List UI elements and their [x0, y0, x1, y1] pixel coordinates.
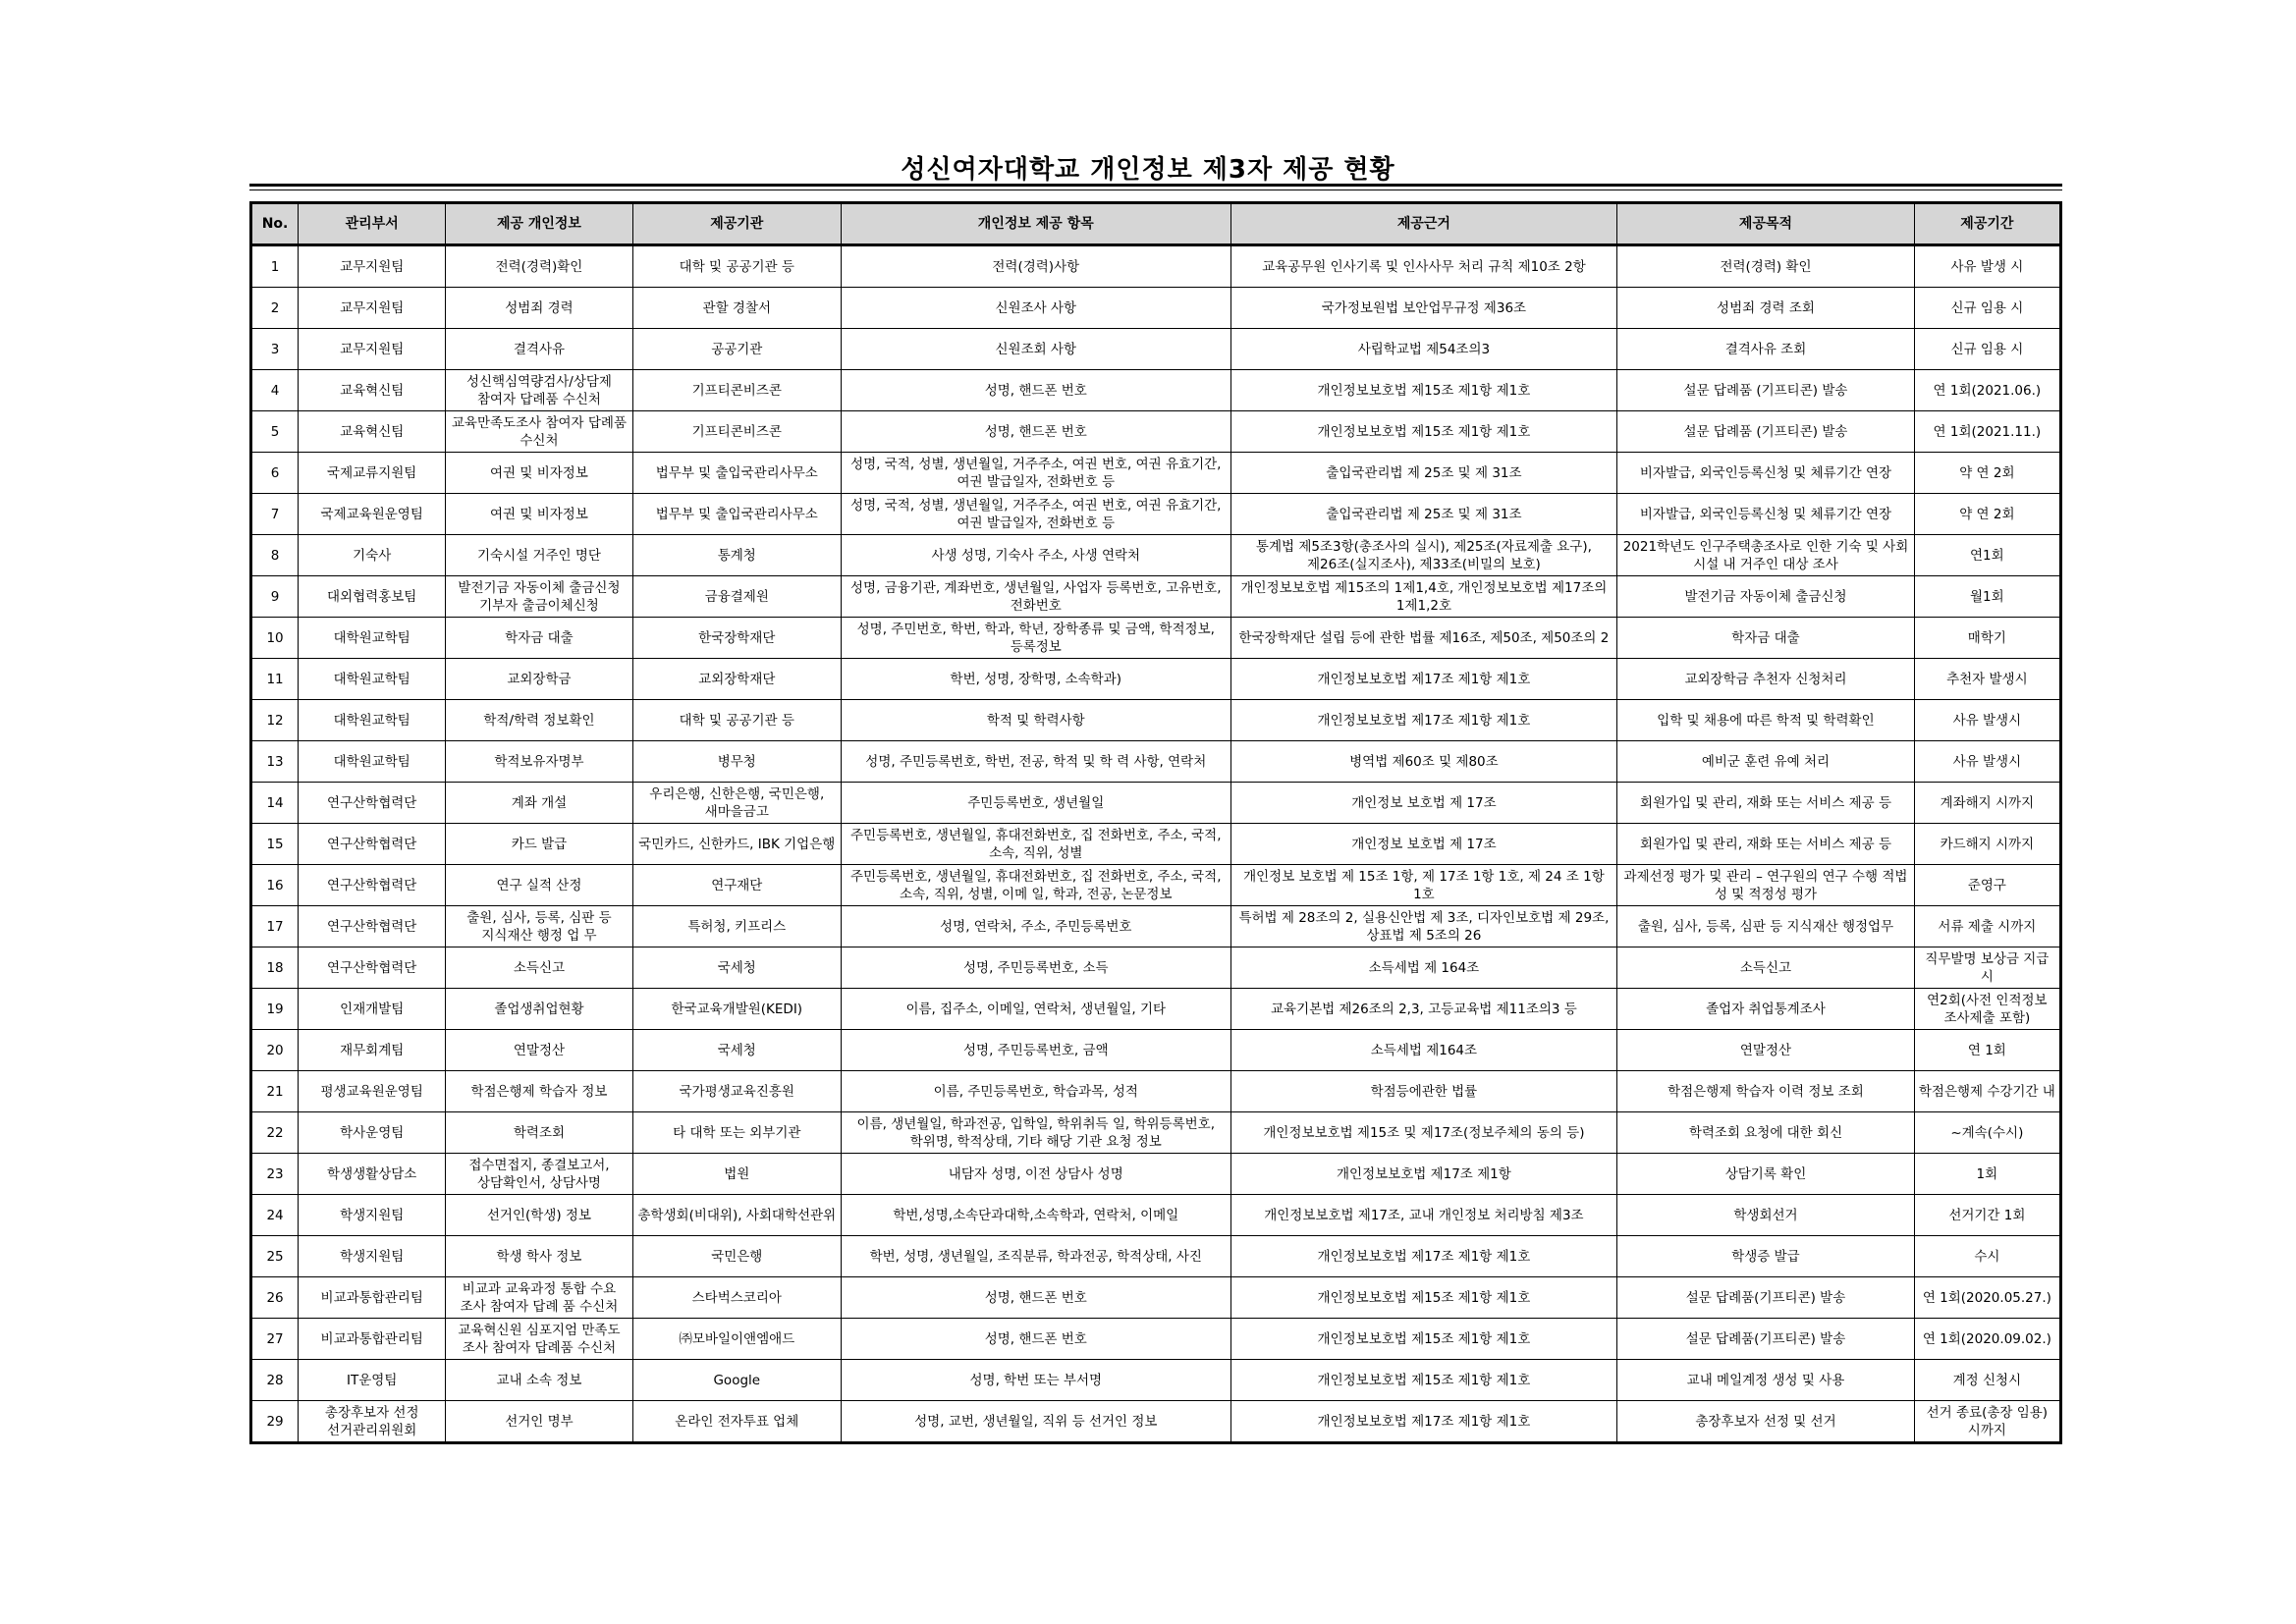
cell-purpose: 학점은행제 학습자 이력 정보 조회 [1617, 1071, 1914, 1112]
cell-items: 성명, 주민등록번호, 학번, 전공, 학적 및 학 력 사항, 연락처 [841, 741, 1230, 783]
cell-legal-basis: 개인정보보호법 제17조 제1항 제1호 [1230, 1236, 1617, 1277]
cell-personal-info: 학적/학력 정보확인 [446, 700, 632, 741]
cell-period: 카드해지 시까지 [1914, 824, 2060, 865]
cell-period: 신규 임용 시 [1914, 329, 2060, 370]
cell-legal-basis: 개인정보보호법 제15조 제1항 제1호 [1230, 1319, 1617, 1360]
cell-recipient: 한국교육개발원(KEDI) [632, 989, 841, 1030]
header-period: 제공기간 [1914, 203, 2060, 245]
cell-items: 성명, 주민등록번호, 금액 [841, 1030, 1230, 1071]
cell-personal-info: 학력조회 [446, 1112, 632, 1154]
table-row [251, 453, 2061, 494]
cell-department: 연구산학협력단 [299, 783, 446, 824]
cell-recipient: 우리은행, 신한은행, 국민은행, 새마을금고 [632, 783, 841, 824]
cell-department: 총장후보자 선정 선거관리위원회 [299, 1401, 446, 1443]
cell-items: 신원조사 사항 [841, 288, 1230, 329]
table-row [251, 659, 2061, 700]
cell-personal-info: 계좌 개설 [446, 783, 632, 824]
cell-period: 사유 발생 시 [1914, 245, 2060, 288]
cell-recipient: 기프티콘비즈콘 [632, 411, 841, 453]
cell-recipient: 스타벅스코리아 [632, 1277, 841, 1319]
table-row [251, 370, 2061, 411]
header-department: 관리부서 [299, 203, 446, 245]
cell-personal-info: 결격사유 [446, 329, 632, 370]
cell-legal-basis: 개인정보 보호법 제 15조 1항, 제 17조 1항 1호, 제 24 조 1항 1호 [1230, 865, 1617, 906]
cell-department: 학생지원팀 [299, 1195, 446, 1236]
cell-no: 1 [251, 245, 299, 288]
cell-legal-basis: 사립학교법 제54조의3 [1230, 329, 1617, 370]
header-no: No. [251, 203, 299, 245]
cell-no: 7 [251, 494, 299, 535]
cell-period: 사유 발생시 [1914, 741, 2060, 783]
cell-legal-basis: 소득세법 제 164조 [1230, 947, 1617, 989]
table-row [251, 535, 2061, 576]
cell-personal-info: 교육만족도조사 참여자 답례품 수신처 [446, 411, 632, 453]
cell-department: 국제교육원운영팀 [299, 494, 446, 535]
cell-department: 재무회계팀 [299, 1030, 446, 1071]
cell-no: 15 [251, 824, 299, 865]
cell-items: 내담자 성명, 이전 상담사 성명 [841, 1154, 1230, 1195]
cell-period: 연2회(사전 인적정보 조사제출 포함) [1914, 989, 2060, 1030]
cell-items: 성명, 핸드폰 번호 [841, 411, 1230, 453]
cell-period: 준영구 [1914, 865, 2060, 906]
cell-legal-basis: 병역법 제60조 및 제80조 [1230, 741, 1617, 783]
cell-items: 이름, 집주소, 이메일, 연락처, 생년월일, 기타 [841, 989, 1230, 1030]
title-rule-thin [249, 189, 2062, 190]
cell-purpose: 교내 메일계정 생성 및 사용 [1617, 1360, 1914, 1401]
cell-items: 성명, 학번 또는 부서명 [841, 1360, 1230, 1401]
cell-personal-info: 기숙시설 거주인 명단 [446, 535, 632, 576]
cell-items: 성명, 교번, 생년월일, 직위 등 선거인 정보 [841, 1401, 1230, 1443]
cell-items: 성명, 핸드폰 번호 [841, 1319, 1230, 1360]
cell-recipient: 공공기관 [632, 329, 841, 370]
cell-items: 성명, 핸드폰 번호 [841, 1277, 1230, 1319]
header-recipient: 제공기관 [632, 203, 841, 245]
table-row [251, 576, 2061, 618]
cell-items: 성명, 국적, 성별, 생년월일, 거주주소, 여권 번호, 여권 유효기간, 여권 발급일자, 전화번호 등 [841, 494, 1230, 535]
cell-department: 교무지원팀 [299, 288, 446, 329]
cell-purpose: 예비군 훈련 유예 처리 [1617, 741, 1914, 783]
header-legal-basis: 제공근거 [1230, 203, 1617, 245]
cell-personal-info: 접수면접지, 종결보고서, 상담확인서, 상담사명 [446, 1154, 632, 1195]
cell-items: 주민등록번호, 생년월일 [841, 783, 1230, 824]
cell-period: 1회 [1914, 1154, 2060, 1195]
cell-department: 대학원교학팀 [299, 700, 446, 741]
table-row [251, 906, 2061, 947]
cell-no: 23 [251, 1154, 299, 1195]
cell-legal-basis: 개인정보 보호법 제 17조 [1230, 824, 1617, 865]
cell-no: 4 [251, 370, 299, 411]
cell-period: 연1회 [1914, 535, 2060, 576]
cell-department: 학생지원팀 [299, 1236, 446, 1277]
cell-no: 28 [251, 1360, 299, 1401]
cell-purpose: 연말정산 [1617, 1030, 1914, 1071]
cell-period: 신규 임용 시 [1914, 288, 2060, 329]
cell-items: 성명, 주민등록번호, 소득 [841, 947, 1230, 989]
cell-purpose: 소득신고 [1617, 947, 1914, 989]
table-row [251, 1071, 2061, 1112]
cell-department: IT운영팀 [299, 1360, 446, 1401]
cell-department: 국제교류지원팀 [299, 453, 446, 494]
cell-recipient: 국민카드, 신한카드, IBK 기업은행 [632, 824, 841, 865]
cell-department: 학생생활상담소 [299, 1154, 446, 1195]
cell-period: ~계속(수시) [1914, 1112, 2060, 1154]
cell-department: 비교과통합관리팀 [299, 1277, 446, 1319]
cell-period: 추천자 발생시 [1914, 659, 2060, 700]
cell-personal-info: 여권 및 비자정보 [446, 494, 632, 535]
cell-recipient: 특허청, 키프리스 [632, 906, 841, 947]
cell-no: 22 [251, 1112, 299, 1154]
cell-personal-info: 교육혁신원 심포지엄 만족도 조사 참여자 답례품 수신처 [446, 1319, 632, 1360]
cell-department: 교육혁신팀 [299, 370, 446, 411]
cell-period: 매학기 [1914, 618, 2060, 659]
table-row [251, 288, 2061, 329]
cell-period: 선거기간 1회 [1914, 1195, 2060, 1236]
cell-purpose: 상담기록 확인 [1617, 1154, 1914, 1195]
cell-items: 이름, 주민등록번호, 학습과목, 성적 [841, 1071, 1230, 1112]
cell-personal-info: 연구 실적 산정 [446, 865, 632, 906]
cell-personal-info: 출원, 심사, 등록, 심판 등 지식재산 행정 업 무 [446, 906, 632, 947]
cell-purpose: 설문 답례품 (기프티콘) 발송 [1617, 370, 1914, 411]
cell-personal-info: 학적보유자명부 [446, 741, 632, 783]
table-row [251, 411, 2061, 453]
table-row [251, 1195, 2061, 1236]
cell-legal-basis: 개인정보보호법 제15조의 1제1,4호, 개인정보보호법 제17조의 1제1,2호 [1230, 576, 1617, 618]
cell-legal-basis: 개인정보 보호법 제 17조 [1230, 783, 1617, 824]
header-purpose: 제공목적 [1617, 203, 1914, 245]
provision-table [249, 201, 2062, 1444]
cell-department: 교무지원팀 [299, 245, 446, 288]
cell-purpose: 학생증 발급 [1617, 1236, 1914, 1277]
cell-items: 학적 및 학력사항 [841, 700, 1230, 741]
cell-personal-info: 카드 발급 [446, 824, 632, 865]
cell-recipient: 국민은행 [632, 1236, 841, 1277]
table-row [251, 494, 2061, 535]
cell-legal-basis: 특허법 제 28조의 2, 실용신안법 제 3조, 디자인보호법 제 29조, 상표법 제 5조의 26 [1230, 906, 1617, 947]
cell-personal-info: 전력(경력)확인 [446, 245, 632, 288]
cell-no: 27 [251, 1319, 299, 1360]
cell-purpose: 발전기금 자동이체 출금신청 [1617, 576, 1914, 618]
cell-personal-info: 성신핵심역량검사/상담제 참여자 답례품 수신처 [446, 370, 632, 411]
cell-purpose: 비자발급, 외국인등록신청 및 체류기간 연장 [1617, 453, 1914, 494]
cell-legal-basis: 개인정보보호법 제17조 제1항 제1호 [1230, 659, 1617, 700]
cell-period: 사유 발생시 [1914, 700, 2060, 741]
table-row [251, 947, 2061, 989]
table-row [251, 1401, 2061, 1443]
header-items: 개인정보 제공 항목 [841, 203, 1230, 245]
cell-no: 10 [251, 618, 299, 659]
cell-personal-info: 교내 소속 정보 [446, 1360, 632, 1401]
table-row [251, 1360, 2061, 1401]
cell-recipient: 관할 경찰서 [632, 288, 841, 329]
table-row [251, 329, 2061, 370]
cell-period: 약 연 2회 [1914, 494, 2060, 535]
cell-purpose: 전력(경력) 확인 [1617, 245, 1914, 288]
cell-personal-info: 학자금 대출 [446, 618, 632, 659]
cell-no: 26 [251, 1277, 299, 1319]
cell-legal-basis: 교육공무원 인사기록 및 인사사무 처리 규칙 제10조 2항 [1230, 245, 1617, 288]
cell-department: 기숙사 [299, 535, 446, 576]
cell-recipient: 온라인 전자투표 업체 [632, 1401, 841, 1443]
title-rule-thick [249, 184, 2062, 187]
table-row [251, 783, 2061, 824]
cell-legal-basis: 통계법 제5조3항(총조사의 실시), 제25조(자료제출 요구), 제26조(실지조사), 제33조(비밀의 보호) [1230, 535, 1617, 576]
cell-purpose: 설문 답례품(기프티콘) 발송 [1617, 1277, 1914, 1319]
cell-items: 성명, 주민번호, 학번, 학과, 학년, 장학종류 및 금액, 학적정보, 등록정보 [841, 618, 1230, 659]
cell-purpose: 교외장학금 추천자 신청처리 [1617, 659, 1914, 700]
cell-purpose: 회원가입 및 관리, 재화 또는 서비스 제공 등 [1617, 783, 1914, 824]
cell-purpose: 성범죄 경력 조회 [1617, 288, 1914, 329]
cell-recipient: 병무청 [632, 741, 841, 783]
cell-period: 계정 신청시 [1914, 1360, 2060, 1401]
table-row [251, 618, 2061, 659]
cell-legal-basis: 개인정보보호법 제17조 제1항 제1호 [1230, 1401, 1617, 1443]
cell-department: 비교과통합관리팀 [299, 1319, 446, 1360]
cell-department: 평생교육원운영팀 [299, 1071, 446, 1112]
cell-recipient: 총학생회(비대위), 사회대학선관위 [632, 1195, 841, 1236]
cell-purpose: 비자발급, 외국인등록신청 및 체류기간 연장 [1617, 494, 1914, 535]
cell-items: 학번,성명,소속단과대학,소속학과, 연락처, 이메일 [841, 1195, 1230, 1236]
cell-purpose: 학력조회 요청에 대한 회신 [1617, 1112, 1914, 1154]
cell-purpose: 과제선정 평가 및 관리 – 연구원의 연구 수행 적법 성 및 적정성 평가 [1617, 865, 1914, 906]
cell-no: 18 [251, 947, 299, 989]
cell-items: 사생 성명, 기숙사 주소, 사생 연락처 [841, 535, 1230, 576]
cell-recipient: 타 대학 또는 외부기관 [632, 1112, 841, 1154]
cell-purpose: 출원, 심사, 등록, 심판 등 지식재산 행정업무 [1617, 906, 1914, 947]
cell-period: 서류 제출 시까지 [1914, 906, 2060, 947]
cell-no: 3 [251, 329, 299, 370]
cell-recipient: 국세청 [632, 1030, 841, 1071]
cell-no: 6 [251, 453, 299, 494]
cell-recipient: 법원 [632, 1154, 841, 1195]
cell-department: 대학원교학팀 [299, 659, 446, 700]
cell-no: 16 [251, 865, 299, 906]
cell-legal-basis: 개인정보보호법 제17조 제1항 [1230, 1154, 1617, 1195]
cell-period: 수시 [1914, 1236, 2060, 1277]
cell-period: 월1회 [1914, 576, 2060, 618]
cell-period: 선거 종료(총장 임용) 시까지 [1914, 1401, 2060, 1443]
cell-purpose: 회원가입 및 관리, 재화 또는 서비스 제공 등 [1617, 824, 1914, 865]
cell-no: 21 [251, 1071, 299, 1112]
cell-purpose: 학생회선거 [1617, 1195, 1914, 1236]
cell-department: 연구산학협력단 [299, 947, 446, 989]
cell-no: 14 [251, 783, 299, 824]
cell-recipient: ㈜모바일이앤엠애드 [632, 1319, 841, 1360]
cell-department: 연구산학협력단 [299, 824, 446, 865]
cell-recipient: Google [632, 1360, 841, 1401]
cell-no: 5 [251, 411, 299, 453]
cell-recipient: 한국장학재단 [632, 618, 841, 659]
cell-items: 주민등록번호, 생년월일, 휴대전화번호, 집 전화번호, 주소, 국적, 소속, 직위, 성별, 이메 일, 학과, 전공, 논문정보 [841, 865, 1230, 906]
cell-no: 24 [251, 1195, 299, 1236]
table-row [251, 1236, 2061, 1277]
cell-no: 13 [251, 741, 299, 783]
table-row [251, 1112, 2061, 1154]
cell-personal-info: 선거인(학생) 정보 [446, 1195, 632, 1236]
cell-recipient: 통계청 [632, 535, 841, 576]
cell-department: 인재개발팀 [299, 989, 446, 1030]
cell-recipient: 대학 및 공공기관 등 [632, 700, 841, 741]
cell-period: 학점은행제 수강기간 내 [1914, 1071, 2060, 1112]
cell-items: 성명, 금융기관, 계좌번호, 생년월일, 사업자 등록번호, 고유번호, 전화번호 [841, 576, 1230, 618]
cell-legal-basis: 소득세법 제164조 [1230, 1030, 1617, 1071]
cell-period: 연 1회(2020.05.27.) [1914, 1277, 2060, 1319]
cell-department: 대학원교학팀 [299, 618, 446, 659]
cell-legal-basis: 출입국관리법 제 25조 및 제 31조 [1230, 494, 1617, 535]
table-row [251, 245, 2061, 288]
table-row [251, 1319, 2061, 1360]
cell-no: 19 [251, 989, 299, 1030]
cell-recipient: 금융결제원 [632, 576, 841, 618]
page-title: 성신여자대학교 개인정보 제3자 제공 현황 [901, 155, 1395, 185]
cell-legal-basis: 개인정보보호법 제15조 및 제17조(정보주체의 동의 등) [1230, 1112, 1617, 1154]
table-row [251, 989, 2061, 1030]
cell-personal-info: 교외장학금 [446, 659, 632, 700]
cell-purpose: 졸업자 취업통계조사 [1617, 989, 1914, 1030]
cell-recipient: 법무부 및 출입국관리사무소 [632, 494, 841, 535]
cell-no: 20 [251, 1030, 299, 1071]
cell-legal-basis: 교육기본법 제26조의 2,3, 고등교육법 제11조의3 등 [1230, 989, 1617, 1030]
cell-no: 11 [251, 659, 299, 700]
cell-period: 연 1회(2021.11.) [1914, 411, 2060, 453]
cell-department: 학사운영팀 [299, 1112, 446, 1154]
table-row [251, 741, 2061, 783]
cell-purpose: 총장후보자 선정 및 선거 [1617, 1401, 1914, 1443]
cell-purpose: 2021학년도 인구주택총조사로 인한 기숙 및 사회 시설 내 거주인 대상 조사 [1617, 535, 1914, 576]
cell-recipient: 대학 및 공공기관 등 [632, 245, 841, 288]
cell-purpose: 설문 답례품 (기프티콘) 발송 [1617, 411, 1914, 453]
cell-period: 직무발명 보상금 지급 시 [1914, 947, 2060, 989]
cell-recipient: 국세청 [632, 947, 841, 989]
cell-recipient: 기프티콘비즈콘 [632, 370, 841, 411]
cell-no: 29 [251, 1401, 299, 1443]
cell-personal-info: 소득신고 [446, 947, 632, 989]
cell-legal-basis: 개인정보보호법 제15조 제1항 제1호 [1230, 1360, 1617, 1401]
cell-no: 2 [251, 288, 299, 329]
cell-recipient: 국가평생교육진흥원 [632, 1071, 841, 1112]
table-row [251, 1277, 2061, 1319]
cell-legal-basis: 학점등에관한 법률 [1230, 1071, 1617, 1112]
cell-items: 성명, 국적, 성별, 생년월일, 거주주소, 여권 번호, 여권 유효기간, 여권 발급일자, 전화번호 등 [841, 453, 1230, 494]
cell-period: 약 연 2회 [1914, 453, 2060, 494]
table-row [251, 865, 2061, 906]
cell-legal-basis: 개인정보보호법 제17조, 교내 개인정보 처리방침 제3조 [1230, 1195, 1617, 1236]
cell-items: 학번, 성명, 생년월일, 조직분류, 학과전공, 학적상태, 사진 [841, 1236, 1230, 1277]
cell-items: 성명, 핸드폰 번호 [841, 370, 1230, 411]
cell-no: 9 [251, 576, 299, 618]
cell-department: 대외협력홍보팀 [299, 576, 446, 618]
cell-personal-info: 성범죄 경력 [446, 288, 632, 329]
cell-legal-basis: 개인정보보호법 제15조 제1항 제1호 [1230, 411, 1617, 453]
cell-period: 계좌해지 시까지 [1914, 783, 2060, 824]
cell-purpose: 학자금 대출 [1617, 618, 1914, 659]
cell-no: 25 [251, 1236, 299, 1277]
cell-department: 대학원교학팀 [299, 741, 446, 783]
cell-personal-info: 비교과 교육과정 통합 수요 조사 참여자 답례 품 수신처 [446, 1277, 632, 1319]
cell-personal-info: 학생 학사 정보 [446, 1236, 632, 1277]
cell-period: 연 1회(2020.09.02.) [1914, 1319, 2060, 1360]
cell-recipient: 교외장학재단 [632, 659, 841, 700]
cell-department: 연구산학협력단 [299, 906, 446, 947]
cell-legal-basis: 개인정보보호법 제15조 제1항 제1호 [1230, 1277, 1617, 1319]
cell-no: 12 [251, 700, 299, 741]
cell-items: 성명, 연락처, 주소, 주민등록번호 [841, 906, 1230, 947]
cell-purpose: 결격사유 조회 [1617, 329, 1914, 370]
cell-personal-info: 졸업생취업현황 [446, 989, 632, 1030]
cell-recipient: 법무부 및 출입국관리사무소 [632, 453, 841, 494]
cell-personal-info: 발전기금 자동이체 출금신청 기부자 출금이체신청 [446, 576, 632, 618]
cell-items: 학번, 성명, 장학명, 소속학과) [841, 659, 1230, 700]
cell-items: 전력(경력)사항 [841, 245, 1230, 288]
table-row [251, 1154, 2061, 1195]
cell-department: 연구산학협력단 [299, 865, 446, 906]
cell-personal-info: 연말정산 [446, 1030, 632, 1071]
cell-legal-basis: 개인정보보호법 제17조 제1항 제1호 [1230, 700, 1617, 741]
cell-department: 교육혁신팀 [299, 411, 446, 453]
cell-period: 연 1회 [1914, 1030, 2060, 1071]
cell-personal-info: 선거인 명부 [446, 1401, 632, 1443]
cell-no: 17 [251, 906, 299, 947]
header-row [251, 203, 2061, 245]
cell-legal-basis: 개인정보보호법 제15조 제1항 제1호 [1230, 370, 1617, 411]
header-personal-info: 제공 개인정보 [446, 203, 632, 245]
cell-no: 8 [251, 535, 299, 576]
cell-items: 주민등록번호, 생년월일, 휴대전화번호, 집 전화번호, 주소, 국적, 소속, 직위, 성별 [841, 824, 1230, 865]
table-row [251, 824, 2061, 865]
cell-purpose: 입학 및 채용에 따른 학적 및 학력확인 [1617, 700, 1914, 741]
cell-legal-basis: 출입국관리법 제 25조 및 제 31조 [1230, 453, 1617, 494]
cell-items: 이름, 생년월일, 학과전공, 입학일, 학위취득 일, 학위등록번호, 학위명, 학적상태, 기타 해당 기관 요청 정보 [841, 1112, 1230, 1154]
cell-items: 신원조회 사항 [841, 329, 1230, 370]
cell-personal-info: 학점은행제 학습자 정보 [446, 1071, 632, 1112]
table-row [251, 1030, 2061, 1071]
table-row [251, 700, 2061, 741]
cell-purpose: 설문 답례품(기프티콘) 발송 [1617, 1319, 1914, 1360]
cell-department: 교무지원팀 [299, 329, 446, 370]
cell-legal-basis: 국가정보원법 보안업무규정 제36조 [1230, 288, 1617, 329]
cell-period: 연 1회(2021.06.) [1914, 370, 2060, 411]
cell-legal-basis: 한국장학재단 설립 등에 관한 법률 제16조, 제50조, 제50조의 2 [1230, 618, 1617, 659]
cell-recipient: 연구재단 [632, 865, 841, 906]
cell-personal-info: 여권 및 비자정보 [446, 453, 632, 494]
